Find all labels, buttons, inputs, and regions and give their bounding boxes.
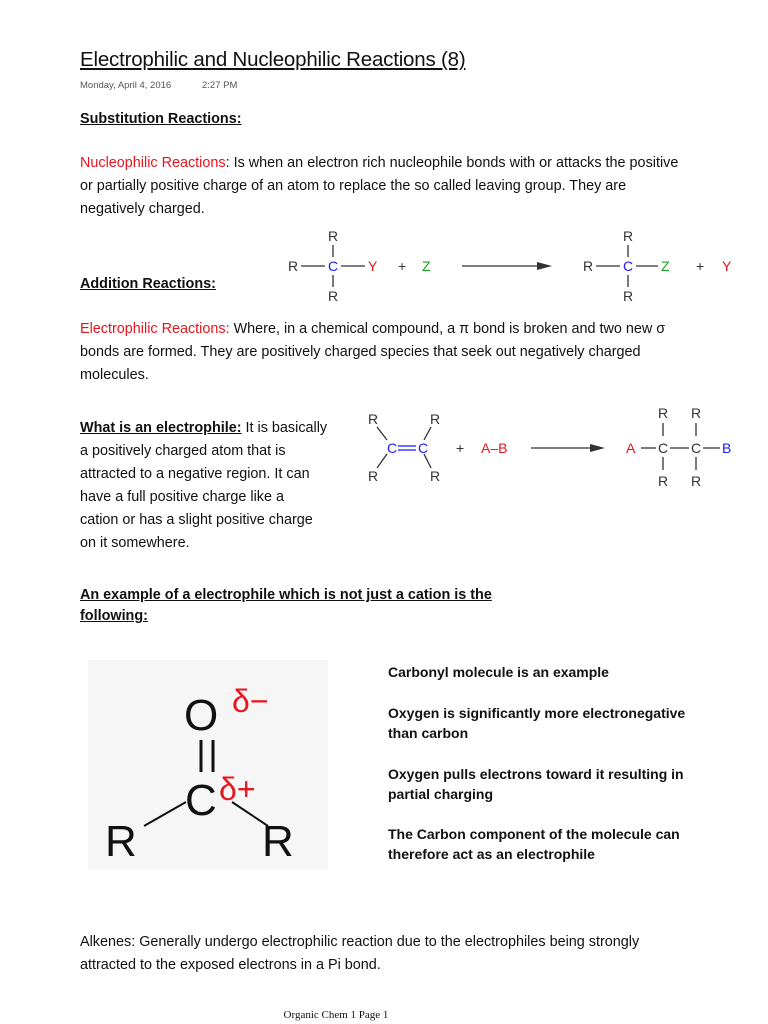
page-title: Electrophilic and Nucleophilic Reactions (8) xyxy=(80,48,466,71)
carbonyl-r-right: R xyxy=(262,817,294,866)
note-1: Carbonyl molecule is an example xyxy=(388,664,609,680)
alkenes-line-1: Alkenes: Generally undergo electrophilic reaction due to the electrophiles being strongly xyxy=(80,934,640,950)
scheme2-r-4: R xyxy=(430,468,441,484)
nucleophilic-paragraph xyxy=(80,152,768,221)
scheme1-product-r-top: R xyxy=(623,228,634,244)
electrophile-line-1: What is an electrophile: It is basically xyxy=(80,420,328,436)
nucleophilic-line-1: Nucleophilic Reactions: Is when an electron rich nucleophile bonds with or attacks the positive xyxy=(80,155,679,171)
alkenes-line-2: attracted to the exposed electrons in a Pi bond. xyxy=(80,957,381,973)
note-4: The Carbon component of the molecule can therefore act as an electrophile xyxy=(388,826,680,862)
scheme2-product-r-4: R xyxy=(691,473,702,489)
scheme2-product-c-1: C xyxy=(658,440,669,456)
electrophile-label: What is an electrophile: xyxy=(80,420,242,436)
note-3: Oxygen pulls electrons toward it resulting in partial charging xyxy=(388,766,684,802)
carbonyl-delta-minus: δ− xyxy=(232,683,269,719)
scheme2-c-2: C xyxy=(418,440,429,456)
addition-heading: Addition Reactions: xyxy=(80,276,216,292)
nucleophilic-line-3: negatively charged. xyxy=(80,201,205,217)
nucleophilic-line-2: or partially positive charge of an atom to replace the so called leaving group. They are xyxy=(80,178,627,194)
scheme2-product-b: B xyxy=(722,440,732,456)
example-heading: An example of a electrophile which is not just a cation is the following: xyxy=(80,587,492,624)
scheme1-r-top: R xyxy=(328,228,339,244)
scheme2-product-r-3: R xyxy=(658,473,669,489)
electrophilic-line-2: bonds are formed. They are positively charged species that seek out negatively charged xyxy=(80,344,641,360)
page-time: 2:27 PM xyxy=(202,80,238,91)
electrophilic-paragraph xyxy=(80,318,768,387)
scheme1-z: Z xyxy=(422,258,431,274)
scheme1-product-c: C xyxy=(623,258,634,274)
scheme1-product-z: Z xyxy=(661,258,670,274)
scheme2-c-1: C xyxy=(387,440,398,456)
carbonyl-delta-plus: δ+ xyxy=(219,771,256,807)
scheme2-r-1: R xyxy=(368,411,379,427)
page-date: Monday, April 4, 2016 xyxy=(80,80,172,91)
carbonyl-c: C xyxy=(185,776,217,825)
alkenes-paragraph xyxy=(80,931,768,977)
scheme2-arrow-icon xyxy=(590,444,605,452)
page-footer: Organic Chem 1 Page 1 xyxy=(283,1009,389,1021)
scheme1-product-plus: + xyxy=(696,258,705,274)
scheme1-product-r-left: R xyxy=(583,258,594,274)
scheme1-r-bottom: R xyxy=(328,288,339,304)
electrophilic-label: Electrophilic Reactions: xyxy=(80,321,230,337)
electrophile-line-2: a positively charged atom that is xyxy=(80,443,286,459)
scheme1-r-left: R xyxy=(288,258,299,274)
substitution-heading: Substitution Reactions: xyxy=(80,111,242,127)
scheme1-product-y: Y xyxy=(722,258,732,274)
scheme2-r-2: R xyxy=(430,411,441,427)
scheme2-product-r-2: R xyxy=(691,405,702,421)
electrophile-paragraph xyxy=(80,417,360,555)
nucleophilic-label: Nucleophilic Reactions xyxy=(80,155,226,171)
scheme2-product-c-2: C xyxy=(691,440,702,456)
scheme2-product-r-1: R xyxy=(658,405,669,421)
scheme2-r-3: R xyxy=(368,468,379,484)
electrophile-line-5: cation or has a slight positive charge xyxy=(80,512,313,528)
scheme2-product-a: A xyxy=(626,440,636,456)
electrophile-line-4: have a full positive charge like a xyxy=(80,489,284,505)
substitution-scheme xyxy=(280,224,740,308)
scheme1-y: Y xyxy=(368,258,378,274)
scheme1-arrow-icon xyxy=(537,262,552,270)
addition-scheme xyxy=(360,402,750,494)
scheme1-product-r-bottom: R xyxy=(623,288,634,304)
carbonyl-r-left: R xyxy=(105,817,137,866)
scheme2-plus: + xyxy=(456,440,465,456)
electrophile-line-6: on it somewhere. xyxy=(80,535,190,551)
electrophilic-line-1: Electrophilic Reactions: Where, in a chemical compound, a π bond is broken and two new σ xyxy=(80,321,666,337)
note-2: Oxygen is significantly more electronegative than carbon xyxy=(388,705,686,741)
carbonyl-diagram xyxy=(88,660,328,870)
electrophilic-line-3: molecules. xyxy=(80,367,149,383)
carbonyl-o: O xyxy=(184,691,219,740)
scheme2-ab: A–B xyxy=(481,440,508,456)
electrophile-line-3: attracted to a negative region. It can xyxy=(80,466,310,482)
scheme1-c: C xyxy=(328,258,339,274)
scheme1-plus: + xyxy=(398,258,407,274)
